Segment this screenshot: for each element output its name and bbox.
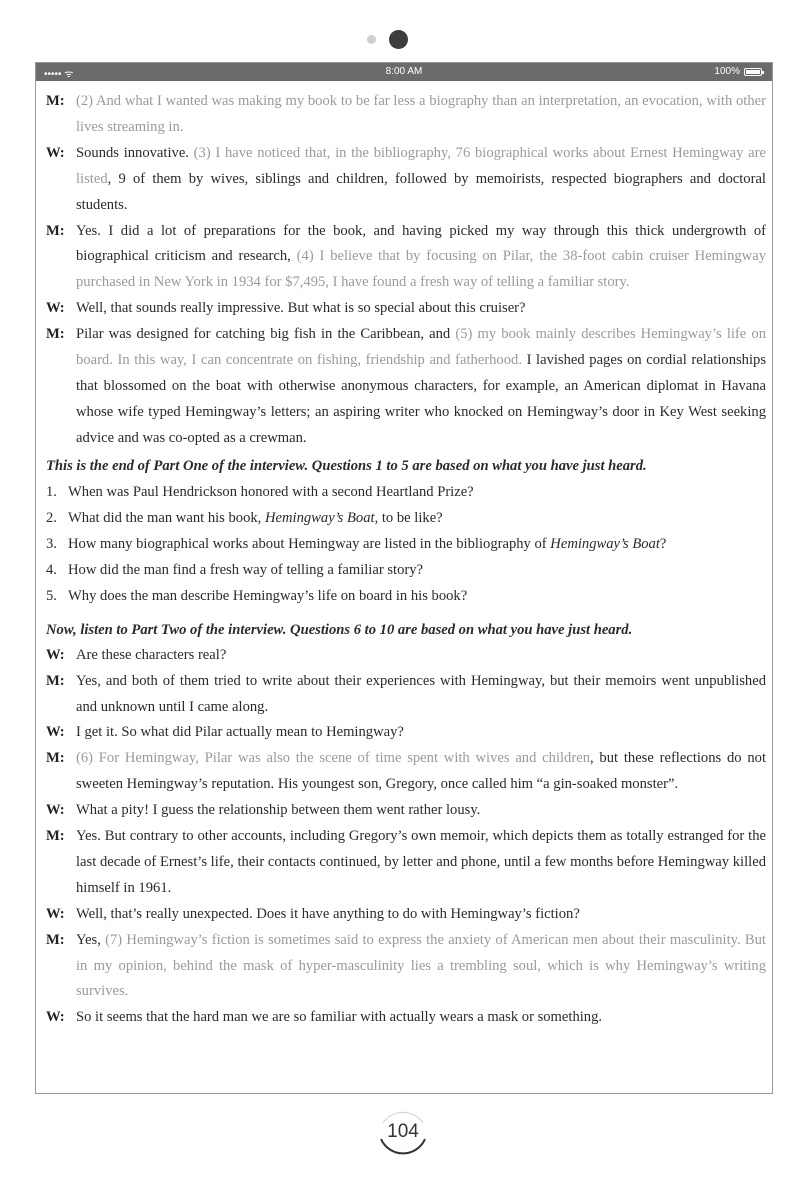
- dialogue-segment: Well, that’s really unexpected. Does it have anything to do with Hemingway’s fiction?: [76, 905, 580, 922]
- question-segment: , to be like?: [374, 509, 443, 526]
- dialogue-line: [46, 296, 766, 322]
- speaker-label: W:: [46, 646, 65, 663]
- speaker-label: W:: [46, 724, 65, 741]
- answer-cue-text: (6) For Hemingway, Pilar was also the scene of time spent with wives and children: [76, 750, 590, 767]
- speaker-label: M:: [46, 93, 65, 109]
- signal-indicator: ••••• ᯤ: [44, 69, 74, 80]
- dialogue-line: [46, 1005, 766, 1031]
- question-segment: How many biographical works about Hemingway are listed in the bibliography of: [68, 535, 551, 552]
- question-item: [46, 583, 766, 609]
- speaker-label: W:: [46, 144, 65, 161]
- battery-indicator: [714, 66, 762, 77]
- book-title: Hemingway’s Boat: [550, 535, 660, 552]
- speaker-label: W:: [46, 1009, 65, 1026]
- camera-lens-icon: [389, 30, 408, 49]
- device-camera: [0, 28, 800, 52]
- answer-cue-text: (7) Hemingway’s fiction is sometimes said to express the anxiety of American men about their masculinity. But in my opinion, behind the mask of hyper-masculinity lies a trembling soul, which is why Hemingway’s writing survives.: [76, 931, 766, 1000]
- question-number: 4.: [46, 561, 57, 578]
- question-item: [46, 479, 766, 505]
- dialogue-text: [76, 746, 766, 798]
- dialogue-text: [76, 669, 766, 721]
- dialogue-line: [46, 902, 766, 928]
- question-text: [68, 557, 766, 583]
- question-text: [68, 479, 766, 505]
- dialogue-part-two: [46, 643, 766, 1032]
- dialogue-segment: Pilar was designed for catching big fish in the Caribbean, and: [76, 326, 456, 343]
- speaker-label: M:: [46, 828, 65, 845]
- question-segment: Why does the man describe Hemingway’s life on board in his book?: [68, 587, 468, 604]
- question-item: [46, 557, 766, 583]
- answer-cue-text: (4) I believe that by focusing on Pilar, the 38-foot cabin cruiser Hemingway purchased in New York in 1934 for $7,495, I have found a fresh way of telling a familiar story.: [76, 248, 766, 291]
- dialogue-segment: , but these reflections do not sweeten Hemingway’s reputation. His youngest son, Gregory, once called him “a gin-soaked monster”.: [76, 750, 767, 793]
- dialogue-text: [76, 1005, 766, 1031]
- question-segment: ?: [659, 535, 667, 552]
- answer-cue-text: (2) And what I wanted was making my book to be far less a biography than an interpretation, an evocation, with other lives streaming in.: [76, 93, 766, 135]
- dialogue-text: [76, 798, 766, 824]
- page-number: 104: [387, 1121, 419, 1142]
- dialogue-line: [46, 746, 766, 798]
- battery-icon: [744, 68, 762, 76]
- speaker-label: W:: [46, 905, 65, 922]
- dialogue-text: [76, 643, 766, 669]
- dialogue-segment: What a pity! I guess the relationship between them went rather lousy.: [76, 802, 481, 819]
- book-title: Hemingway’s Boat: [264, 509, 375, 526]
- dialogue-line: [46, 643, 766, 669]
- dialogue-segment: Yes,: [76, 931, 106, 948]
- question-list: [46, 479, 766, 609]
- dialogue-line: [46, 322, 766, 452]
- question-text: [68, 505, 766, 531]
- dialogue-text: [76, 89, 766, 141]
- dialogue-text: [76, 824, 766, 902]
- dialogue-segment: So it seems that the hard man we are so familiar with actually wears a mask or something.: [76, 1009, 603, 1026]
- question-number: 2.: [46, 509, 57, 526]
- question-number: 1.: [46, 483, 57, 500]
- question-segment: What did the man want his book,: [68, 509, 265, 526]
- dialogue-line: [46, 669, 766, 721]
- speaker-label: W:: [46, 300, 65, 317]
- dialogue-text: [76, 902, 766, 928]
- dialogue-line: [46, 928, 766, 1006]
- dialogue-line: [46, 219, 766, 297]
- question-text: [68, 531, 766, 557]
- dialogue-segment: Well, that sounds really impressive. But what is so special about this cruiser?: [76, 300, 526, 317]
- dialogue-line: [46, 141, 766, 219]
- tablet-screen: [35, 62, 773, 1094]
- dialogue-part-one: [46, 89, 766, 452]
- part-two-heading: Now, listen to Part Two of the interview. Questions 6 to 10 are based on what you have just heard.: [46, 621, 633, 638]
- dialogue-text: [76, 928, 766, 1006]
- speaker-label: M:: [46, 672, 65, 689]
- question-number: 3.: [46, 535, 57, 552]
- dialogue-segment: Sounds innovative.: [76, 144, 194, 161]
- speaker-label: M:: [46, 326, 65, 343]
- question-segment: How did the man find a fresh way of telling a familiar story?: [68, 561, 424, 578]
- dialogue-text: [76, 296, 766, 322]
- camera-sensor-icon: [367, 35, 376, 44]
- dialogue-line: [46, 720, 766, 746]
- speaker-label: M:: [46, 222, 65, 239]
- question-segment: When was Paul Hendrickson honored with a second Heartland Prize?: [68, 483, 474, 500]
- dialogue-segment: I get it. So what did Pilar actually mean to Hemingway?: [76, 724, 404, 741]
- question-item: [46, 505, 766, 531]
- dialogue-segment: , 9 of them by wives, siblings and children, followed by memoirists, respected biographers and doctoral students.: [76, 170, 766, 213]
- status-bar: [36, 63, 772, 81]
- dialogue-line: [46, 824, 766, 902]
- dialogue-text: [76, 720, 766, 746]
- dialogue-text: [76, 322, 766, 452]
- dialogue-segment: Yes, and both of them tried to write about their experiences with Hemingway, but their memoirs went unpublished and unknown until I came along.: [76, 672, 766, 715]
- dialogue-line: [46, 89, 766, 141]
- question-item: [46, 531, 766, 557]
- question-text: [68, 583, 766, 609]
- dialogue-line: [46, 798, 766, 824]
- dialogue-segment: Are these characters real?: [76, 646, 227, 663]
- dialogue-segment: Yes. I did a lot of preparations for the book, and having picked my way through this thick undergrowth of biographical criticism and research,: [76, 222, 766, 265]
- dialogue-text: [76, 141, 766, 219]
- transcript-content: [46, 89, 766, 1031]
- status-time: 8:00 AM: [385, 66, 423, 77]
- battery-percent: 100%: [714, 66, 740, 77]
- dialogue-segment: Yes. But contrary to other accounts, including Gregory’s own memoir, which depicts them as totally estranged for the last decade of Ernest’s life, their contacts continued, by letter and phone, until a few months before Hemingway killed himself in 1961.: [76, 828, 766, 896]
- speaker-label: M:: [46, 931, 65, 948]
- answer-cue-text: (5) my book mainly describes Hemingway’s life on board. In this way, I can concentrate on fishing, friendship and fatherhood.: [76, 326, 766, 369]
- dialogue-text: [76, 219, 766, 297]
- dialogue-segment: I lavished pages on cordial relationships that blossomed on the boat with otherwise anonymous characters, for example, an American diplomat in Havana whose wife typed Hemingway’s letters; an aspiring writer who knocked on Hemingway’s door in Key West seeking advice and was co-opted as a crewman.: [76, 352, 766, 446]
- question-number: 5.: [46, 587, 57, 604]
- speaker-label: M:: [46, 750, 65, 767]
- answer-cue-text: (3) I have noticed that, in the bibliography, 76 biographical works about Ernest Hemingway are listed: [76, 144, 766, 187]
- speaker-label: W:: [46, 802, 65, 819]
- part-one-end-heading: This is the end of Part One of the interview. Questions 1 to 5 are based on what you have just heard.: [46, 457, 647, 474]
- page-number-badge: [375, 1107, 431, 1159]
